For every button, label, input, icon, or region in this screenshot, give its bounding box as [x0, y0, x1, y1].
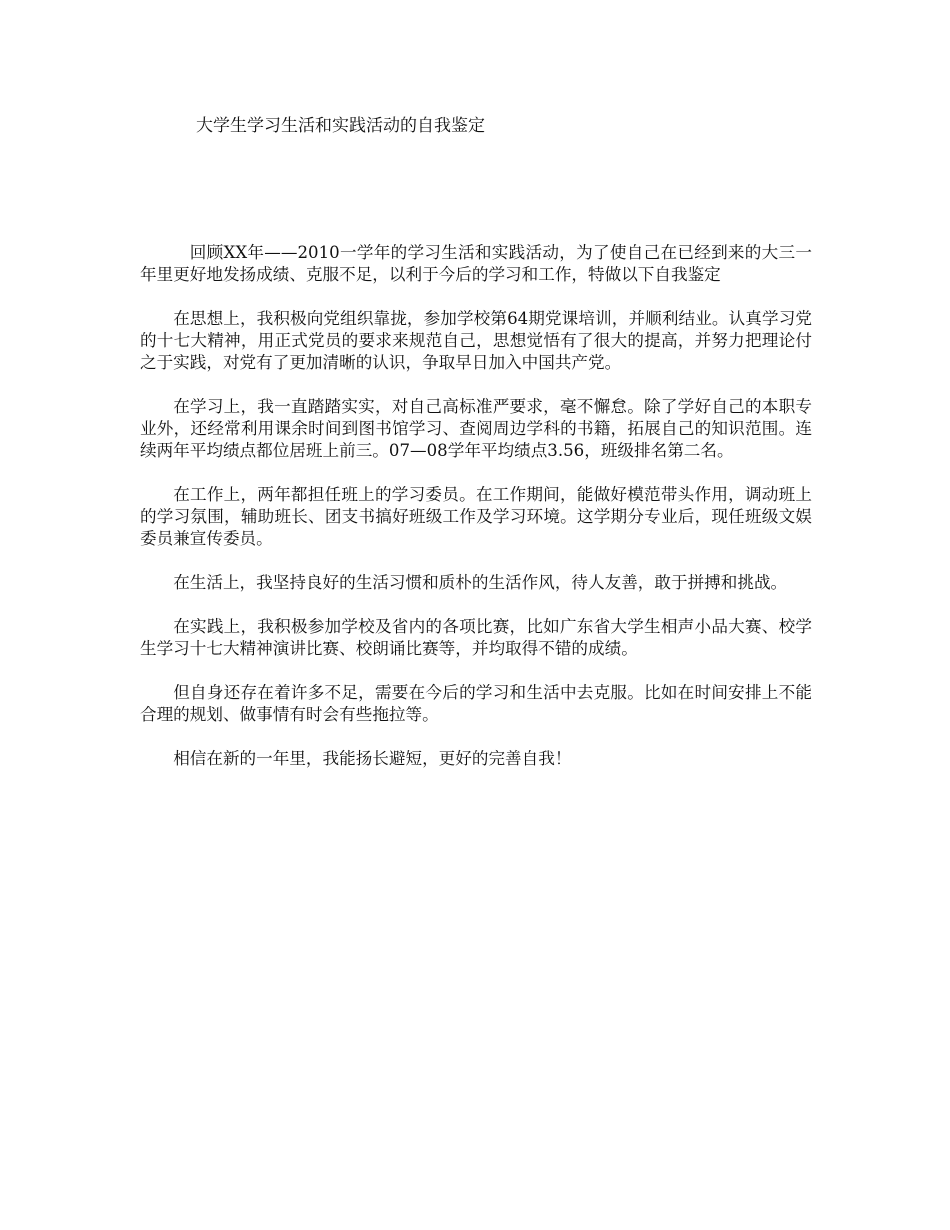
document-body: [140, 242, 812, 792]
paragraph-study: 在学习上，我一直踏踏实实，对自己高标准严要求，毫不懈怠。除了学好自己的本职专业外，还经常利用课余时间到图书馆学习、查阅周边学科的书籍，拓展自己的知识范围。连续两年平均绩点都位居班上前三。07—08学年平均绩点3.56，班级排名第二名。: [140, 397, 812, 460]
paragraph-conclusion: 相信在新的一年里，我能扬长避短，更好的完善自我！: [173, 749, 572, 768]
paragraph-intro: 回顾XX年——2010一学年的学习生活和实践活动，为了使自己在已经到来的大三一年里更好地发扬成绩、克服不足，以利于今后的学习和工作，特做以下自我鉴定: [140, 243, 812, 284]
document-title: 大学生学习生活和实践活动的自我鉴定: [196, 116, 485, 136]
paragraph-shortcomings: 但自身还存在着许多不足，需要在今后的学习和生活中去克服。比如在时间安排上不能合理的规划、做事情有时会有些拖拉等。: [140, 683, 812, 724]
paragraph-life: 在生活上，我坚持良好的生活习惯和质朴的生活作风，待人友善，敢于拼搏和挑战。: [173, 573, 788, 592]
paragraph-ideology: 在思想上，我积极向党组织靠拢，参加学校第64期党课培训，并顺利结业。认真学习党的十七大精神，用正式党员的要求来规范自己，思想觉悟有了很大的提高，并努力把理论付之于实践，对党有了更加清晰的认识，争取早日加入中国共产党。: [140, 309, 812, 372]
paragraph-practice: 在实践上，我积极参加学校及省内的各项比赛，比如广东省大学生相声小品大赛、校学生学习十七大精神演讲比赛、校朗诵比赛等，并均取得不错的成绩。: [140, 617, 812, 658]
paragraph-work: 在工作上，两年都担任班上的学习委员。在工作期间，能做好模范带头作用，调动班上的学习氛围，辅助班长、团支书搞好班级工作及学习环境。这学期分专业后，现任班级文娱委员兼宣传委员。: [140, 485, 812, 548]
